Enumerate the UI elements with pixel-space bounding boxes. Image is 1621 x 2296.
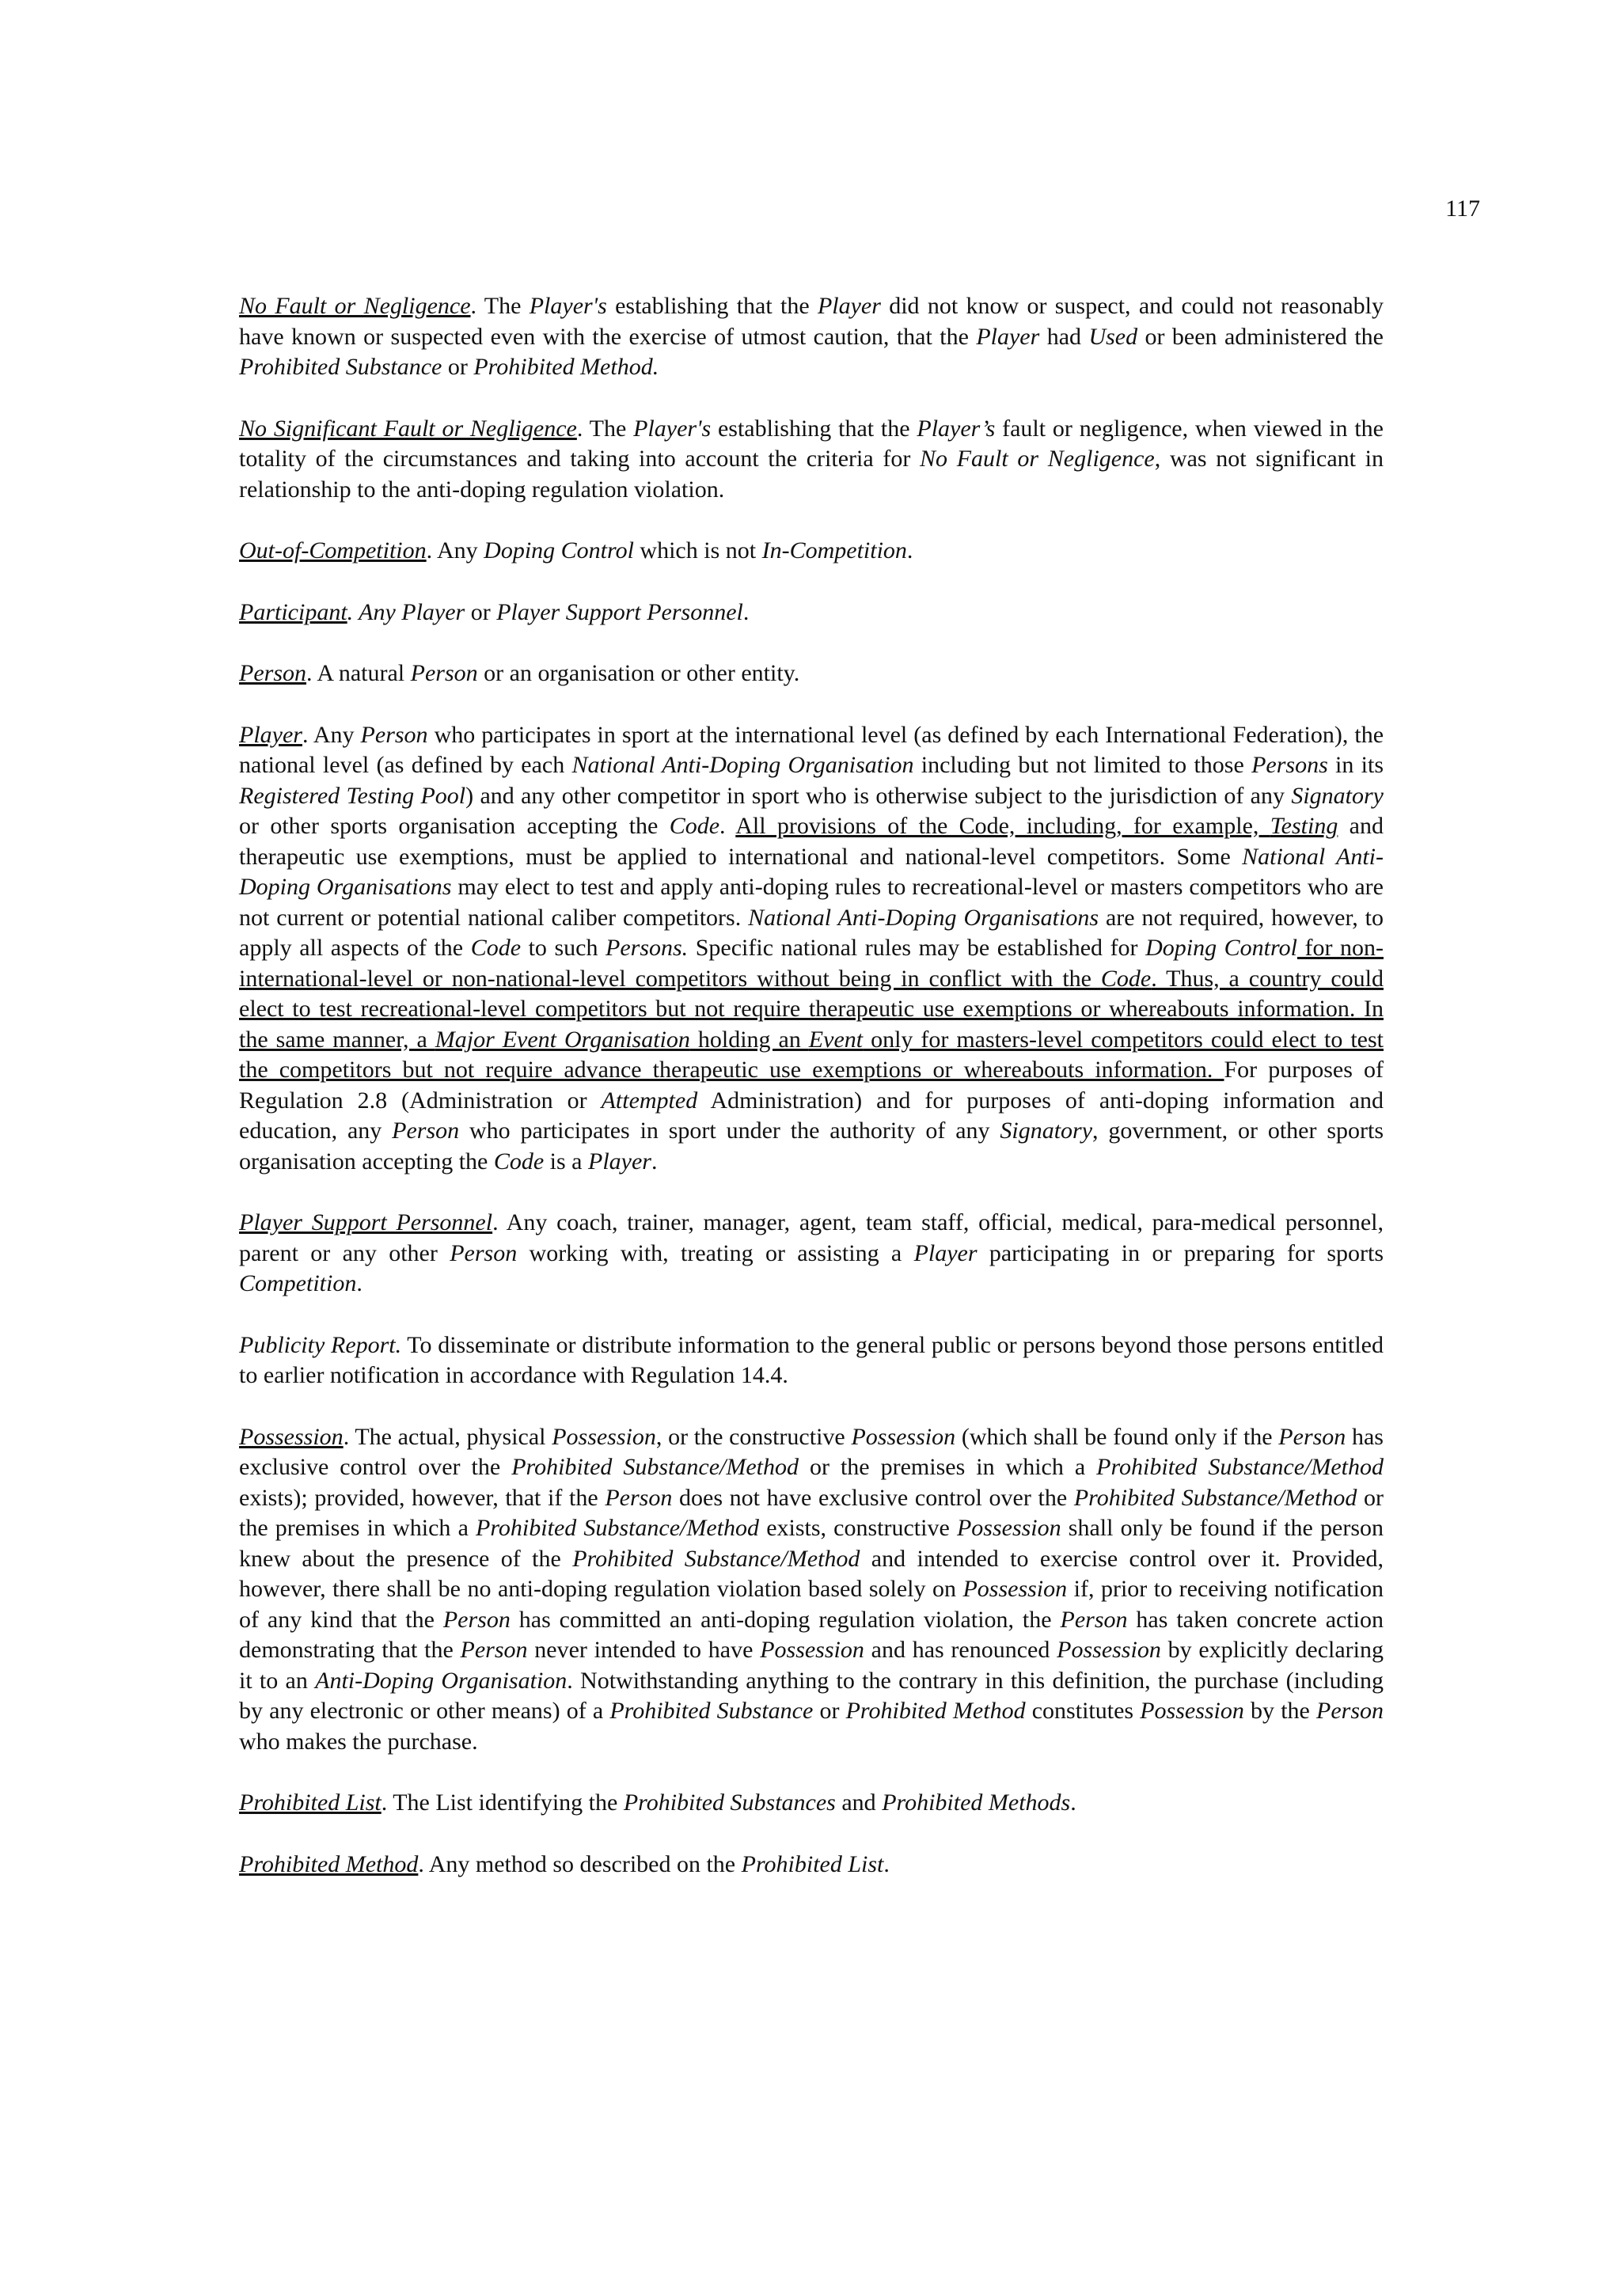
definition-text: or other sports organisation accepting the (239, 813, 670, 839)
definition-text: Prohibited Substances (623, 1789, 836, 1816)
definition-text: . Any (347, 598, 402, 625)
definition-text: , was not significant in relationship to the anti-doping regulation violation. (239, 446, 1384, 503)
definition-text: who participates in sport at the international level (as defined by each International Federation), the national level (as defined by each (239, 721, 1384, 778)
definition-text: Person (1316, 1698, 1384, 1724)
definition-text: if, prior to receiving notification of any kind that the (239, 1576, 1384, 1633)
definition-term: No Significant Fault or Negligence (239, 415, 577, 442)
definition-text: establishing that the (711, 415, 917, 442)
definition-text: Prohibited Substance/Method (1073, 1484, 1357, 1511)
definition-text: constitutes (1025, 1698, 1141, 1724)
definition-text: . (883, 1850, 890, 1877)
definition-text: Specific national rules may be established for (688, 935, 1146, 961)
definition-text: . The (470, 293, 530, 319)
definition-text: Doping Control (1145, 935, 1297, 961)
definition-term: Prohibited List (239, 1789, 382, 1816)
definition-text: Person (450, 1239, 518, 1266)
definition-text: Prohibited Substance/Method (476, 1515, 760, 1541)
definition-paragraph (239, 536, 1384, 567)
definition-text: . Any (302, 721, 361, 748)
definition-text: . (719, 813, 736, 839)
definition-text: are not required, however, to apply all aspects of the (239, 904, 1384, 961)
definition-text: . (1070, 1789, 1076, 1816)
definition-text: Possession (552, 1423, 656, 1450)
definition-text: Code (1100, 965, 1152, 992)
definition-text: To disseminate or distribute information to the general public or persons beyond those persons entitled to earlier notification in accordance with Regulation 14.4. (239, 1331, 1384, 1388)
definition-text: Person (1060, 1606, 1128, 1633)
definition-paragraph (239, 1422, 1384, 1758)
definition-text: . The List identifying the (381, 1789, 624, 1816)
definition-text: Prohibited Substance (239, 354, 442, 380)
definition-text: and therapeutic use exemptions, must be applied to international and national-level competitors. Some (239, 813, 1384, 870)
definition-text: establishing that the (606, 293, 818, 319)
definition-text: . Thus, a country could elect to test recreational-level competitors but not require therapeutic use exemptions or whereabouts information. In the same manner, a (239, 965, 1384, 1053)
definition-text: Event (808, 1026, 864, 1053)
definition-paragraph (239, 291, 1384, 383)
definition-text: . Any coach, trainer, manager, agent, team staff, official, medical, para-medical personnel, parent or any other (239, 1209, 1384, 1266)
definition-text: Player's (529, 293, 607, 319)
definition-text: Signatory (1291, 782, 1384, 809)
definition-text: Player (976, 323, 1040, 350)
definition-paragraph (239, 414, 1384, 506)
definition-text: Code (470, 935, 522, 961)
definition-text: or the premises in which a (239, 1484, 1384, 1541)
definition-text: shall only be found if the person knew about the presence of the (239, 1515, 1384, 1572)
definition-text: Prohibited Substance (609, 1698, 814, 1724)
definition-text: may elect to test and apply anti-doping rules to recreational-level or masters competitors who are not current or potential national caliber competitors. (239, 874, 1384, 931)
definition-text: has taken concrete action demonstrating that the (239, 1606, 1384, 1663)
definition-text: Possession (1140, 1698, 1244, 1724)
definition-text: Player’s (917, 415, 996, 442)
definition-text: Doping Control (484, 537, 634, 564)
definition-text: Person (442, 1606, 511, 1633)
definition-text: in its (1327, 752, 1384, 778)
definition-term: Publicity Report. (239, 1331, 402, 1358)
definition-text: Prohibited Substance/Method (511, 1454, 799, 1480)
definition-text: Prohibited Methods (882, 1789, 1071, 1816)
definition-text: Prohibited Method (845, 1698, 1026, 1724)
definition-text: holding an (689, 1026, 809, 1053)
definition-text: National Anti-Doping Organisations (239, 843, 1384, 900)
definition-text: does not have exclusive control over the (672, 1484, 1074, 1511)
definition-text: Prohibited List (741, 1850, 884, 1877)
definition-text: National Anti-Doping Organisation (571, 752, 914, 778)
definition-text: had (1039, 323, 1089, 350)
definition-text: Player Support Personnel (496, 598, 743, 625)
definition-paragraph (239, 720, 1384, 1178)
definition-text: Possession (962, 1576, 1068, 1602)
definition-text: Person (392, 1118, 460, 1144)
definition-term: Person (239, 660, 306, 686)
definition-term: Player Support Personnel (239, 1209, 493, 1235)
definition-text: Testing (1270, 813, 1338, 839)
definition-text: who makes the purchase. (239, 1728, 478, 1755)
definition-text: Possession (851, 1423, 956, 1450)
definition-text: , or the constructive (655, 1423, 852, 1450)
definition-text: participating in or preparing for sports (977, 1239, 1384, 1266)
definition-text: Persons. (606, 935, 689, 961)
definition-text: Prohibited Method. (473, 354, 659, 380)
definition-text: is a (544, 1148, 588, 1175)
definition-text: or an organisation or other entity. (477, 660, 800, 686)
definition-text: or been administered the (1137, 323, 1384, 350)
definition-text: Player (913, 1239, 978, 1266)
definition-paragraph (239, 1330, 1384, 1391)
definition-text: working with, treating or assisting a (517, 1239, 914, 1266)
definition-text: including but not limited to those (913, 752, 1252, 778)
definition-text: for non-international-level or non-national-level competitors without being in conflict with the (239, 935, 1384, 992)
definition-text: Possession (956, 1515, 1061, 1541)
definition-term: Prohibited Method (239, 1850, 419, 1877)
definition-text: Person (460, 1637, 528, 1663)
definition-text: Person (1278, 1423, 1346, 1450)
definition-term: Participant (239, 598, 347, 625)
definition-text: exists); provided, however, that if the (239, 1484, 606, 1511)
definition-text: . Notwithstanding anything to the contrary in this definition, the purchase (including by any electronic or other means) of a (239, 1667, 1384, 1724)
definition-text: Used (1088, 323, 1138, 350)
definition-text: or (465, 598, 497, 625)
definition-text: by the (1243, 1698, 1316, 1724)
definition-text: Persons (1251, 752, 1328, 778)
definition-text: . Any (426, 537, 484, 564)
definition-text: National Anti-Doping Organisations (748, 904, 1099, 931)
definition-text: fault or negligence, when viewed in the totality of the circumstances and taking into account the criteria for (239, 415, 1384, 472)
definition-text: Person (410, 660, 478, 686)
definitions-list (239, 291, 1384, 1911)
definition-text: . (356, 1270, 363, 1296)
definition-text: only for masters-level competitors could elect to test the competitors but not require advance therapeutic use exemptions or whereabouts information. (239, 1026, 1384, 1083)
definition-text: Person (360, 721, 428, 748)
definition-text: which is not (633, 537, 762, 564)
definition-text: Prohibited Substance/Method (572, 1545, 860, 1572)
page-number: 117 (1445, 195, 1480, 222)
definition-text: never intended to have (527, 1637, 761, 1663)
definition-paragraph (239, 1788, 1384, 1819)
definition-text: Player (588, 1148, 651, 1175)
definition-text: . The (576, 415, 634, 442)
definition-text: has exclusive control over the (239, 1423, 1384, 1480)
definition-paragraph (239, 598, 1384, 628)
definition-text: . (906, 537, 913, 564)
definition-text: In-Competition (761, 537, 907, 564)
definition-text: or (442, 354, 474, 380)
definition-text: Person (605, 1484, 673, 1511)
definition-text: . Any method so described on the (418, 1850, 742, 1877)
definition-text: and (835, 1789, 883, 1816)
definition-text: and has renounced (864, 1637, 1057, 1663)
definition-paragraph (239, 1208, 1384, 1300)
definition-text: Player (817, 293, 881, 319)
definition-term: Possession (239, 1423, 344, 1450)
definition-term: Player (239, 721, 302, 748)
definition-text: Possession (760, 1637, 864, 1663)
definition-text: Code (493, 1148, 545, 1175)
definition-text: by explicitly declaring it to an (239, 1637, 1384, 1694)
definition-text: . A natural (306, 660, 411, 686)
definition-text: Anti-Doping Organisation (315, 1667, 568, 1694)
definition-term: Out-of-Competition (239, 537, 427, 564)
definition-text: and intended to exercise control over it. Provided, however, there shall be no anti-doping regulation violation based solely on (239, 1545, 1384, 1602)
definition-text: who participates in sport under the authority of any (459, 1118, 1000, 1144)
definition-text: All provisions of the Code, including, for example, (735, 813, 1270, 839)
definition-text: or (813, 1698, 846, 1724)
definition-text: did not know or suspect, and could not reasonably have known or suspected even with the exercise of utmost caution, that the (239, 293, 1384, 350)
definition-text: Signatory (1000, 1118, 1093, 1144)
definition-text: to such (521, 935, 606, 961)
definition-text: For purposes of Regulation 2.8 (Administration or (239, 1057, 1384, 1114)
definition-text: Administration) and for purposes of anti-doping information and education, any (239, 1087, 1384, 1144)
definition-text: ) and any other competitor in sport who is otherwise subject to the jurisdiction of any (465, 782, 1292, 809)
definition-text: Attempted (601, 1087, 698, 1114)
definition-text: Possession (1057, 1637, 1161, 1663)
definition-text: Competition (239, 1270, 357, 1296)
definition-text: . (742, 598, 750, 625)
definition-text: No Fault or Negligence (920, 446, 1155, 472)
definition-paragraph (239, 658, 1384, 689)
definition-text: Player's (633, 415, 712, 442)
definition-text: , government, or other sports organisation accepting the (239, 1118, 1384, 1175)
definition-text: Player (401, 598, 465, 625)
definition-text: exists, constructive (759, 1515, 957, 1541)
definition-text: or the premises in which a (799, 1454, 1097, 1480)
definition-text: . (651, 1148, 658, 1175)
definition-text: Major Event Organisation (435, 1026, 690, 1053)
definition-text: has committed an anti-doping regulation violation, the (510, 1606, 1061, 1633)
definition-text: . The actual, physical (343, 1423, 552, 1450)
definition-paragraph (239, 1850, 1384, 1880)
definition-term: No Fault or Negligence (239, 293, 471, 319)
definition-text: Registered Testing Pool (239, 782, 466, 809)
definition-text: Code (669, 813, 720, 839)
definition-text: (which shall be found only if the (955, 1423, 1279, 1450)
definition-text: Prohibited Substance/Method (1096, 1454, 1384, 1480)
